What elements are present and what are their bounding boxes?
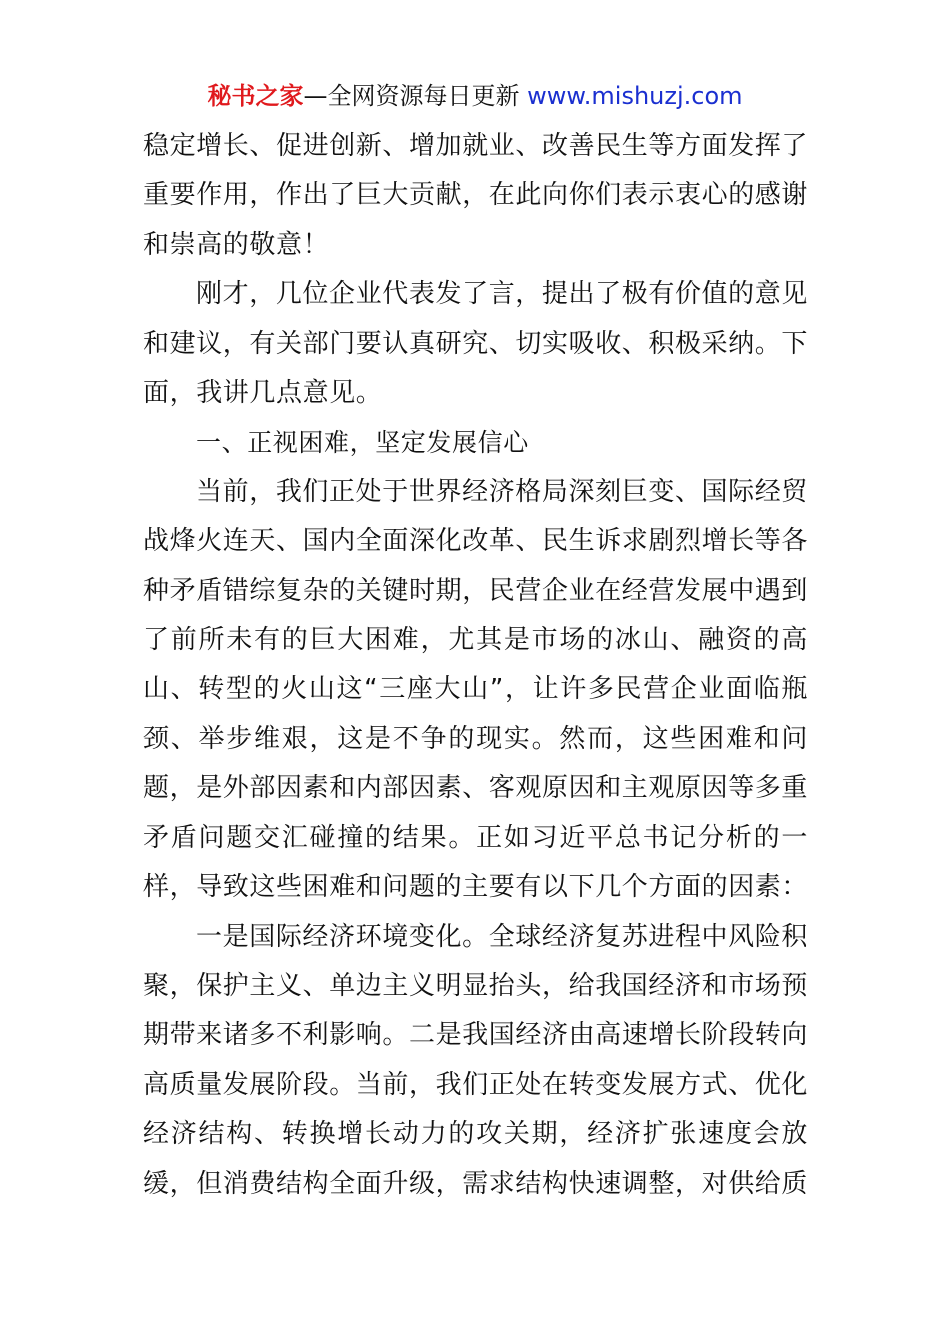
page-header bbox=[0, 78, 950, 114]
header-tagline: —全网资源每日更新 bbox=[303, 82, 528, 110]
paragraph: 一是国际经济环境变化。全球经济复苏进程中风险积聚，保护主义、单边主义明显抬头，给我国经济和市场预期带来诸多不利影响。二是我国经济由高速增长阶段转向高质量发展阶段。当前，我们正处在转变发展方式、优化经济结构、转换增长动力的攻关期，经济扩张速度会放缓，但消费结构全面升级，需求结构快速调整，对供给质 bbox=[143, 921, 809, 1199]
paragraph: 当前，我们正处于世界经济格局深刻巨变、国际经贸战烽火连天、国内全面深化改革、民生诉求剧烈增长等各种矛盾错综复杂的关键时期，民营企业在经营发展中遇到了前所未有的巨大困难，尤其是市场的冰山、融资的高山、转型的火山这“三座大山”，让许多民营企业面临瓶颈、举步维艰，这是不争的现实。然而，这些困难和问题，是外部因素和内部因素、客观原因和主观原因等多重矛盾问题交汇碰撞的结果。正如习近平总书记分析的一样，导致这些困难和问题的主要有以下几个方面的因素： bbox=[143, 476, 809, 903]
document-body bbox=[143, 122, 808, 1209]
paragraph-continuation: 稳定增长、促进创新、增加就业、改善民生等方面发挥了重要作用，作出了巨大贡献，在此向你们表示衷心的感谢和崇高的敬意！ bbox=[143, 131, 809, 260]
header-url-link[interactable]: www.mishuzj.com bbox=[527, 82, 743, 110]
header-brand: 秘书之家 bbox=[207, 82, 304, 110]
paragraph: 刚才，几位企业代表发了言，提出了极有价值的意见和建议，有关部门要认真研究、切实吸收、积极采纳。下面，我讲几点意见。 bbox=[143, 279, 809, 409]
section-heading: 一、正视困难，坚定发展信心 bbox=[196, 428, 529, 458]
